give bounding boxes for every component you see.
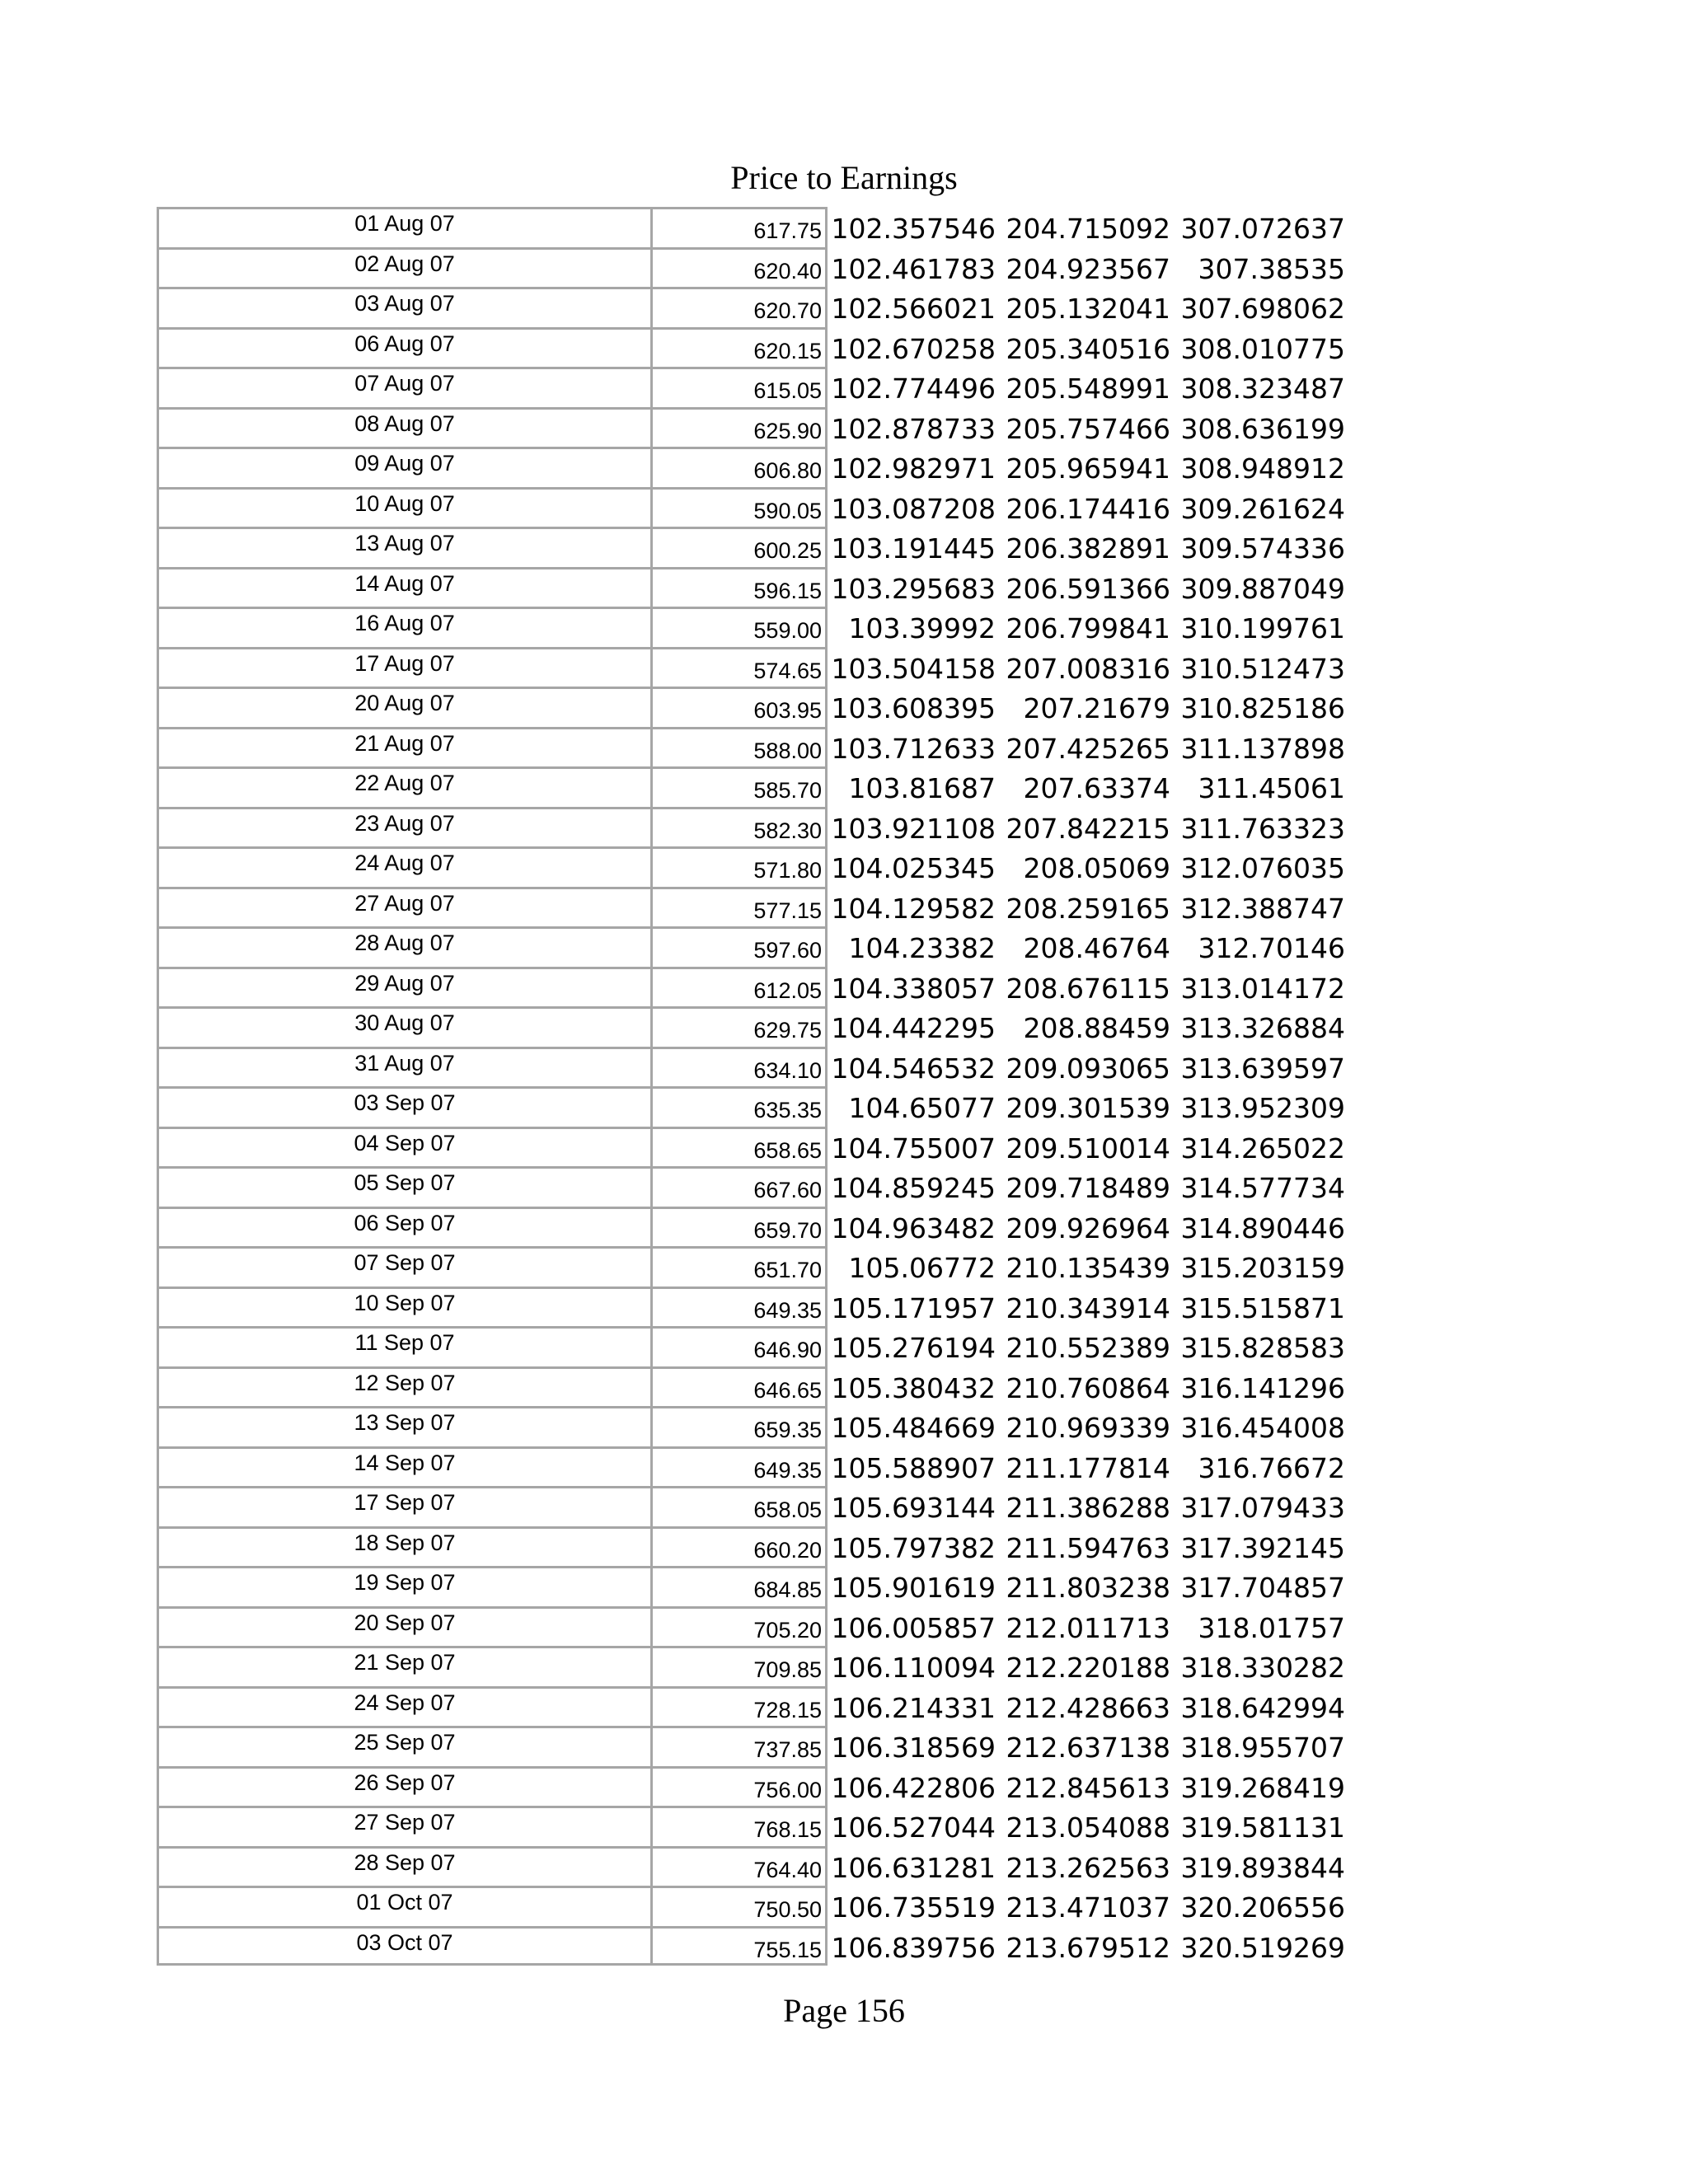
value-3-cell: 313.014172 bbox=[1180, 972, 1345, 1005]
value-3-cell: 317.079433 bbox=[1180, 1492, 1345, 1524]
date-cell: 24 Aug 07 bbox=[157, 846, 650, 887]
value-2-cell: 209.510014 bbox=[1006, 1132, 1170, 1165]
value-1-cell: 104.442295 bbox=[831, 1012, 996, 1044]
date-cell: 05 Sep 07 bbox=[157, 1166, 650, 1207]
date-cell: 19 Sep 07 bbox=[157, 1566, 650, 1606]
value-3-cell: 318.330282 bbox=[1180, 1652, 1345, 1684]
price-cell: 620.15 bbox=[650, 327, 828, 368]
table-row bbox=[0, 727, 1688, 767]
price-cell: 590.05 bbox=[650, 487, 828, 527]
value-1-cell: 104.338057 bbox=[831, 972, 996, 1005]
value-2-cell: 206.174416 bbox=[1006, 492, 1170, 525]
value-3-cell: 309.574336 bbox=[1180, 532, 1345, 565]
table-row bbox=[0, 807, 1688, 847]
date-cell: 13 Aug 07 bbox=[157, 527, 650, 567]
value-3-cell: 320.206556 bbox=[1180, 1891, 1345, 1924]
value-2-cell: 207.21679 bbox=[1023, 692, 1170, 724]
date-cell: 10 Aug 07 bbox=[157, 487, 650, 527]
value-2-cell: 208.676115 bbox=[1006, 972, 1170, 1005]
value-2-cell: 205.132041 bbox=[1006, 293, 1170, 325]
value-3-cell: 314.890446 bbox=[1180, 1212, 1345, 1244]
date-cell: 18 Sep 07 bbox=[157, 1526, 650, 1567]
value-3-cell: 313.952309 bbox=[1180, 1092, 1345, 1124]
value-2-cell: 210.969339 bbox=[1006, 1412, 1170, 1444]
price-cell: 684.85 bbox=[650, 1566, 828, 1606]
value-3-cell: 308.010775 bbox=[1180, 332, 1345, 365]
price-cell: 756.00 bbox=[650, 1766, 828, 1807]
price-cell: 768.15 bbox=[650, 1806, 828, 1846]
table-row bbox=[0, 1926, 1688, 1966]
value-2-cell: 213.054088 bbox=[1006, 1811, 1170, 1844]
date-cell: 28 Sep 07 bbox=[157, 1846, 650, 1886]
date-cell: 06 Sep 07 bbox=[157, 1207, 650, 1247]
value-1-cell: 106.110094 bbox=[831, 1652, 996, 1684]
value-1-cell: 105.693144 bbox=[831, 1492, 996, 1524]
price-cell: 596.15 bbox=[650, 567, 828, 607]
value-3-cell: 319.893844 bbox=[1180, 1851, 1345, 1884]
price-cell: 620.40 bbox=[650, 247, 828, 288]
price-cell: 659.70 bbox=[650, 1207, 828, 1247]
value-1-cell: 103.087208 bbox=[831, 492, 996, 525]
value-2-cell: 208.05069 bbox=[1023, 852, 1170, 884]
value-3-cell: 311.763323 bbox=[1180, 812, 1345, 845]
value-3-cell: 320.519269 bbox=[1180, 1931, 1345, 1964]
value-2-cell: 209.301539 bbox=[1006, 1092, 1170, 1124]
value-3-cell: 315.515871 bbox=[1180, 1291, 1345, 1324]
value-1-cell: 106.839756 bbox=[831, 1931, 996, 1964]
table-row bbox=[0, 1486, 1688, 1526]
value-1-cell: 102.878733 bbox=[831, 412, 996, 445]
date-cell: 03 Sep 07 bbox=[157, 1086, 650, 1127]
value-1-cell: 104.23382 bbox=[848, 932, 996, 964]
table-row bbox=[0, 407, 1688, 448]
value-2-cell: 208.88459 bbox=[1023, 1012, 1170, 1044]
value-1-cell: 105.588907 bbox=[831, 1451, 996, 1484]
value-2-cell: 212.220188 bbox=[1006, 1652, 1170, 1684]
date-cell: 12 Sep 07 bbox=[157, 1366, 650, 1407]
value-2-cell: 208.46764 bbox=[1023, 932, 1170, 964]
price-cell: 559.00 bbox=[650, 607, 828, 647]
value-3-cell: 308.323487 bbox=[1180, 373, 1345, 405]
date-cell: 09 Aug 07 bbox=[157, 447, 650, 487]
value-1-cell: 104.129582 bbox=[831, 892, 996, 925]
price-cell: 635.35 bbox=[650, 1086, 828, 1127]
value-3-cell: 316.454008 bbox=[1180, 1412, 1345, 1444]
price-cell: 629.75 bbox=[650, 1006, 828, 1047]
table-row bbox=[0, 367, 1688, 407]
value-2-cell: 210.343914 bbox=[1006, 1291, 1170, 1324]
table-row bbox=[0, 1006, 1688, 1047]
value-3-cell: 307.072637 bbox=[1180, 213, 1345, 245]
table-row bbox=[0, 1766, 1688, 1807]
value-1-cell: 103.608395 bbox=[831, 692, 996, 724]
value-2-cell: 212.845613 bbox=[1006, 1771, 1170, 1804]
date-cell: 01 Oct 07 bbox=[157, 1886, 650, 1926]
value-1-cell: 104.546532 bbox=[831, 1052, 996, 1085]
value-2-cell: 206.591366 bbox=[1006, 572, 1170, 605]
value-1-cell: 106.318569 bbox=[831, 1732, 996, 1764]
value-1-cell: 103.712633 bbox=[831, 732, 996, 765]
price-cell: 588.00 bbox=[650, 727, 828, 767]
date-cell: 20 Aug 07 bbox=[157, 687, 650, 727]
date-cell: 13 Sep 07 bbox=[157, 1406, 650, 1446]
value-2-cell: 210.552389 bbox=[1006, 1332, 1170, 1364]
value-1-cell: 105.171957 bbox=[831, 1291, 996, 1324]
table-row bbox=[0, 1326, 1688, 1366]
value-1-cell: 103.504158 bbox=[831, 652, 996, 685]
value-1-cell: 106.631281 bbox=[831, 1851, 996, 1884]
date-cell: 01 Aug 07 bbox=[157, 207, 650, 247]
value-1-cell: 106.214331 bbox=[831, 1691, 996, 1724]
date-cell: 04 Sep 07 bbox=[157, 1127, 650, 1167]
table-row bbox=[0, 1406, 1688, 1446]
price-cell: 574.65 bbox=[650, 647, 828, 687]
value-1-cell: 106.735519 bbox=[831, 1891, 996, 1924]
value-2-cell: 212.637138 bbox=[1006, 1732, 1170, 1764]
date-cell: 02 Aug 07 bbox=[157, 247, 650, 288]
value-3-cell: 308.948912 bbox=[1180, 452, 1345, 485]
value-1-cell: 104.755007 bbox=[831, 1132, 996, 1165]
value-2-cell: 211.803238 bbox=[1006, 1572, 1170, 1604]
price-cell: 705.20 bbox=[650, 1606, 828, 1647]
value-1-cell: 106.005857 bbox=[831, 1611, 996, 1644]
price-cell: 667.60 bbox=[650, 1166, 828, 1207]
table-row bbox=[0, 1047, 1688, 1087]
value-3-cell: 319.581131 bbox=[1180, 1811, 1345, 1844]
value-2-cell: 209.718489 bbox=[1006, 1172, 1170, 1204]
table-row bbox=[0, 1886, 1688, 1926]
date-cell: 07 Aug 07 bbox=[157, 367, 650, 407]
value-3-cell: 310.825186 bbox=[1180, 692, 1345, 724]
price-cell: 615.05 bbox=[650, 367, 828, 407]
table-row bbox=[0, 207, 1688, 247]
table-row bbox=[0, 766, 1688, 807]
price-cell: 646.90 bbox=[650, 1326, 828, 1366]
price-cell: 651.70 bbox=[650, 1246, 828, 1286]
price-cell: 658.65 bbox=[650, 1127, 828, 1167]
price-cell: 658.05 bbox=[650, 1486, 828, 1526]
date-cell: 10 Sep 07 bbox=[157, 1286, 650, 1327]
table-row bbox=[0, 1686, 1688, 1727]
table-row bbox=[0, 1646, 1688, 1686]
date-cell: 23 Aug 07 bbox=[157, 807, 650, 847]
value-2-cell: 205.340516 bbox=[1006, 332, 1170, 365]
value-1-cell: 105.901619 bbox=[831, 1572, 996, 1604]
price-cell: 582.30 bbox=[650, 807, 828, 847]
date-cell: 14 Sep 07 bbox=[157, 1446, 650, 1487]
page-title: Price to Earnings bbox=[730, 159, 958, 196]
table-row bbox=[0, 1207, 1688, 1247]
table-row bbox=[0, 447, 1688, 487]
value-3-cell: 312.70146 bbox=[1198, 932, 1345, 964]
value-3-cell: 316.141296 bbox=[1180, 1371, 1345, 1404]
price-cell: 620.70 bbox=[650, 287, 828, 327]
table-row bbox=[0, 926, 1688, 967]
price-cell: 606.80 bbox=[650, 447, 828, 487]
value-2-cell: 204.715092 bbox=[1006, 213, 1170, 245]
table-row bbox=[0, 607, 1688, 647]
value-3-cell: 311.45061 bbox=[1198, 772, 1345, 804]
value-1-cell: 104.859245 bbox=[831, 1172, 996, 1204]
date-cell: 22 Aug 07 bbox=[157, 766, 650, 807]
value-1-cell: 105.380432 bbox=[831, 1371, 996, 1404]
date-cell: 26 Sep 07 bbox=[157, 1766, 650, 1807]
date-cell: 27 Aug 07 bbox=[157, 887, 650, 927]
value-2-cell: 209.093065 bbox=[1006, 1052, 1170, 1085]
table-row bbox=[0, 967, 1688, 1007]
value-3-cell: 312.388747 bbox=[1180, 892, 1345, 925]
price-cell: 709.85 bbox=[650, 1646, 828, 1686]
value-3-cell: 318.955707 bbox=[1180, 1732, 1345, 1764]
value-1-cell: 105.484669 bbox=[831, 1412, 996, 1444]
value-3-cell: 309.887049 bbox=[1180, 572, 1345, 605]
value-2-cell: 211.177814 bbox=[1006, 1451, 1170, 1484]
value-1-cell: 102.670258 bbox=[831, 332, 996, 365]
value-1-cell: 102.357546 bbox=[831, 213, 996, 245]
date-cell: 17 Aug 07 bbox=[157, 647, 650, 687]
table-row bbox=[0, 647, 1688, 687]
table-row bbox=[0, 287, 1688, 327]
value-3-cell: 317.392145 bbox=[1180, 1531, 1345, 1564]
value-2-cell: 212.011713 bbox=[1006, 1611, 1170, 1644]
value-1-cell: 105.797382 bbox=[831, 1531, 996, 1564]
value-2-cell: 207.425265 bbox=[1006, 732, 1170, 765]
price-cell: 600.25 bbox=[650, 527, 828, 567]
table-row bbox=[0, 487, 1688, 527]
date-cell: 20 Sep 07 bbox=[157, 1606, 650, 1647]
value-1-cell: 106.527044 bbox=[831, 1811, 996, 1844]
table-row bbox=[0, 1606, 1688, 1647]
value-1-cell: 102.566021 bbox=[831, 293, 996, 325]
price-cell: 612.05 bbox=[650, 967, 828, 1007]
price-cell: 755.15 bbox=[650, 1926, 828, 1966]
price-cell: 646.65 bbox=[650, 1366, 828, 1407]
value-3-cell: 314.577734 bbox=[1180, 1172, 1345, 1204]
price-cell: 649.35 bbox=[650, 1446, 828, 1487]
table-row bbox=[0, 1127, 1688, 1167]
value-1-cell: 106.422806 bbox=[831, 1771, 996, 1804]
value-1-cell: 103.921108 bbox=[831, 812, 996, 845]
price-cell: 649.35 bbox=[650, 1286, 828, 1327]
table-row bbox=[0, 1166, 1688, 1207]
value-2-cell: 207.63374 bbox=[1023, 772, 1170, 804]
value-3-cell: 315.828583 bbox=[1180, 1332, 1345, 1364]
price-cell: 659.35 bbox=[650, 1406, 828, 1446]
value-2-cell: 210.760864 bbox=[1006, 1371, 1170, 1404]
value-1-cell: 103.295683 bbox=[831, 572, 996, 605]
table-row bbox=[0, 1566, 1688, 1606]
value-2-cell: 211.386288 bbox=[1006, 1492, 1170, 1524]
table-row bbox=[0, 1806, 1688, 1846]
table-row bbox=[0, 567, 1688, 607]
value-1-cell: 104.025345 bbox=[831, 852, 996, 884]
date-cell: 07 Sep 07 bbox=[157, 1246, 650, 1286]
value-3-cell: 308.636199 bbox=[1180, 412, 1345, 445]
value-2-cell: 210.135439 bbox=[1006, 1252, 1170, 1284]
value-2-cell: 206.382891 bbox=[1006, 532, 1170, 565]
table-row bbox=[0, 527, 1688, 567]
value-3-cell: 312.076035 bbox=[1180, 852, 1345, 884]
table-row bbox=[0, 846, 1688, 887]
value-3-cell: 313.326884 bbox=[1180, 1012, 1345, 1044]
value-2-cell: 212.428663 bbox=[1006, 1691, 1170, 1724]
date-cell: 29 Aug 07 bbox=[157, 967, 650, 1007]
date-cell: 27 Sep 07 bbox=[157, 1806, 650, 1846]
value-1-cell: 103.39992 bbox=[848, 612, 996, 644]
table-row bbox=[0, 327, 1688, 368]
date-cell: 03 Oct 07 bbox=[157, 1926, 650, 1966]
value-2-cell: 207.842215 bbox=[1006, 812, 1170, 845]
value-2-cell: 204.923567 bbox=[1006, 252, 1170, 285]
table-row bbox=[0, 887, 1688, 927]
table-row bbox=[0, 1446, 1688, 1487]
value-3-cell: 307.698062 bbox=[1180, 293, 1345, 325]
price-cell: 750.50 bbox=[650, 1886, 828, 1926]
table-row bbox=[0, 1286, 1688, 1327]
date-cell: 16 Aug 07 bbox=[157, 607, 650, 647]
date-cell: 21 Aug 07 bbox=[157, 727, 650, 767]
date-cell: 30 Aug 07 bbox=[157, 1006, 650, 1047]
table-row bbox=[0, 247, 1688, 288]
value-2-cell: 205.548991 bbox=[1006, 373, 1170, 405]
price-cell: 585.70 bbox=[650, 766, 828, 807]
value-2-cell: 209.926964 bbox=[1006, 1212, 1170, 1244]
table-row bbox=[0, 1526, 1688, 1567]
value-3-cell: 314.265022 bbox=[1180, 1132, 1345, 1165]
price-cell: 571.80 bbox=[650, 846, 828, 887]
value-1-cell: 103.81687 bbox=[848, 772, 996, 804]
value-1-cell: 103.191445 bbox=[831, 532, 996, 565]
value-1-cell: 104.65077 bbox=[848, 1092, 996, 1124]
date-cell: 21 Sep 07 bbox=[157, 1646, 650, 1686]
price-cell: 764.40 bbox=[650, 1846, 828, 1886]
date-cell: 14 Aug 07 bbox=[157, 567, 650, 607]
value-3-cell: 318.01757 bbox=[1198, 1611, 1345, 1644]
price-cell: 597.60 bbox=[650, 926, 828, 967]
value-1-cell: 102.774496 bbox=[831, 373, 996, 405]
value-2-cell: 213.471037 bbox=[1006, 1891, 1170, 1924]
date-cell: 11 Sep 07 bbox=[157, 1326, 650, 1366]
value-3-cell: 310.512473 bbox=[1180, 652, 1345, 685]
value-3-cell: 317.704857 bbox=[1180, 1572, 1345, 1604]
page-number: Page 156 bbox=[783, 1992, 905, 2029]
value-2-cell: 211.594763 bbox=[1006, 1531, 1170, 1564]
table-row bbox=[0, 1366, 1688, 1407]
value-3-cell: 319.268419 bbox=[1180, 1771, 1345, 1804]
date-cell: 08 Aug 07 bbox=[157, 407, 650, 448]
value-2-cell: 205.757466 bbox=[1006, 412, 1170, 445]
date-cell: 06 Aug 07 bbox=[157, 327, 650, 368]
table-row bbox=[0, 687, 1688, 727]
date-cell: 17 Sep 07 bbox=[157, 1486, 650, 1526]
price-cell: 577.15 bbox=[650, 887, 828, 927]
value-2-cell: 213.679512 bbox=[1006, 1931, 1170, 1964]
value-3-cell: 315.203159 bbox=[1180, 1252, 1345, 1284]
price-cell: 728.15 bbox=[650, 1686, 828, 1727]
value-1-cell: 102.982971 bbox=[831, 452, 996, 485]
value-3-cell: 307.38535 bbox=[1198, 252, 1345, 285]
value-3-cell: 318.642994 bbox=[1180, 1691, 1345, 1724]
value-2-cell: 207.008316 bbox=[1006, 652, 1170, 685]
table-row bbox=[0, 1846, 1688, 1886]
table-row bbox=[0, 1246, 1688, 1286]
price-cell: 634.10 bbox=[650, 1047, 828, 1087]
table-row bbox=[0, 1726, 1688, 1766]
value-3-cell: 310.199761 bbox=[1180, 612, 1345, 644]
value-2-cell: 213.262563 bbox=[1006, 1851, 1170, 1884]
value-3-cell: 309.261624 bbox=[1180, 492, 1345, 525]
value-3-cell: 313.639597 bbox=[1180, 1052, 1345, 1085]
value-3-cell: 316.76672 bbox=[1198, 1451, 1345, 1484]
value-2-cell: 208.259165 bbox=[1006, 892, 1170, 925]
date-cell: 31 Aug 07 bbox=[157, 1047, 650, 1087]
value-1-cell: 102.461783 bbox=[831, 252, 996, 285]
value-2-cell: 205.965941 bbox=[1006, 452, 1170, 485]
price-cell: 617.75 bbox=[650, 207, 828, 247]
value-2-cell: 206.799841 bbox=[1006, 612, 1170, 644]
date-cell: 25 Sep 07 bbox=[157, 1726, 650, 1766]
date-cell: 03 Aug 07 bbox=[157, 287, 650, 327]
price-cell: 625.90 bbox=[650, 407, 828, 448]
data-table bbox=[0, 207, 1688, 1966]
price-cell: 660.20 bbox=[650, 1526, 828, 1567]
price-cell: 737.85 bbox=[650, 1726, 828, 1766]
date-cell: 28 Aug 07 bbox=[157, 926, 650, 967]
value-1-cell: 105.276194 bbox=[831, 1332, 996, 1364]
date-cell: 24 Sep 07 bbox=[157, 1686, 650, 1727]
table-row bbox=[0, 1086, 1688, 1127]
price-cell: 603.95 bbox=[650, 687, 828, 727]
value-1-cell: 104.963482 bbox=[831, 1212, 996, 1244]
value-1-cell: 105.06772 bbox=[848, 1252, 996, 1284]
value-3-cell: 311.137898 bbox=[1180, 732, 1345, 765]
